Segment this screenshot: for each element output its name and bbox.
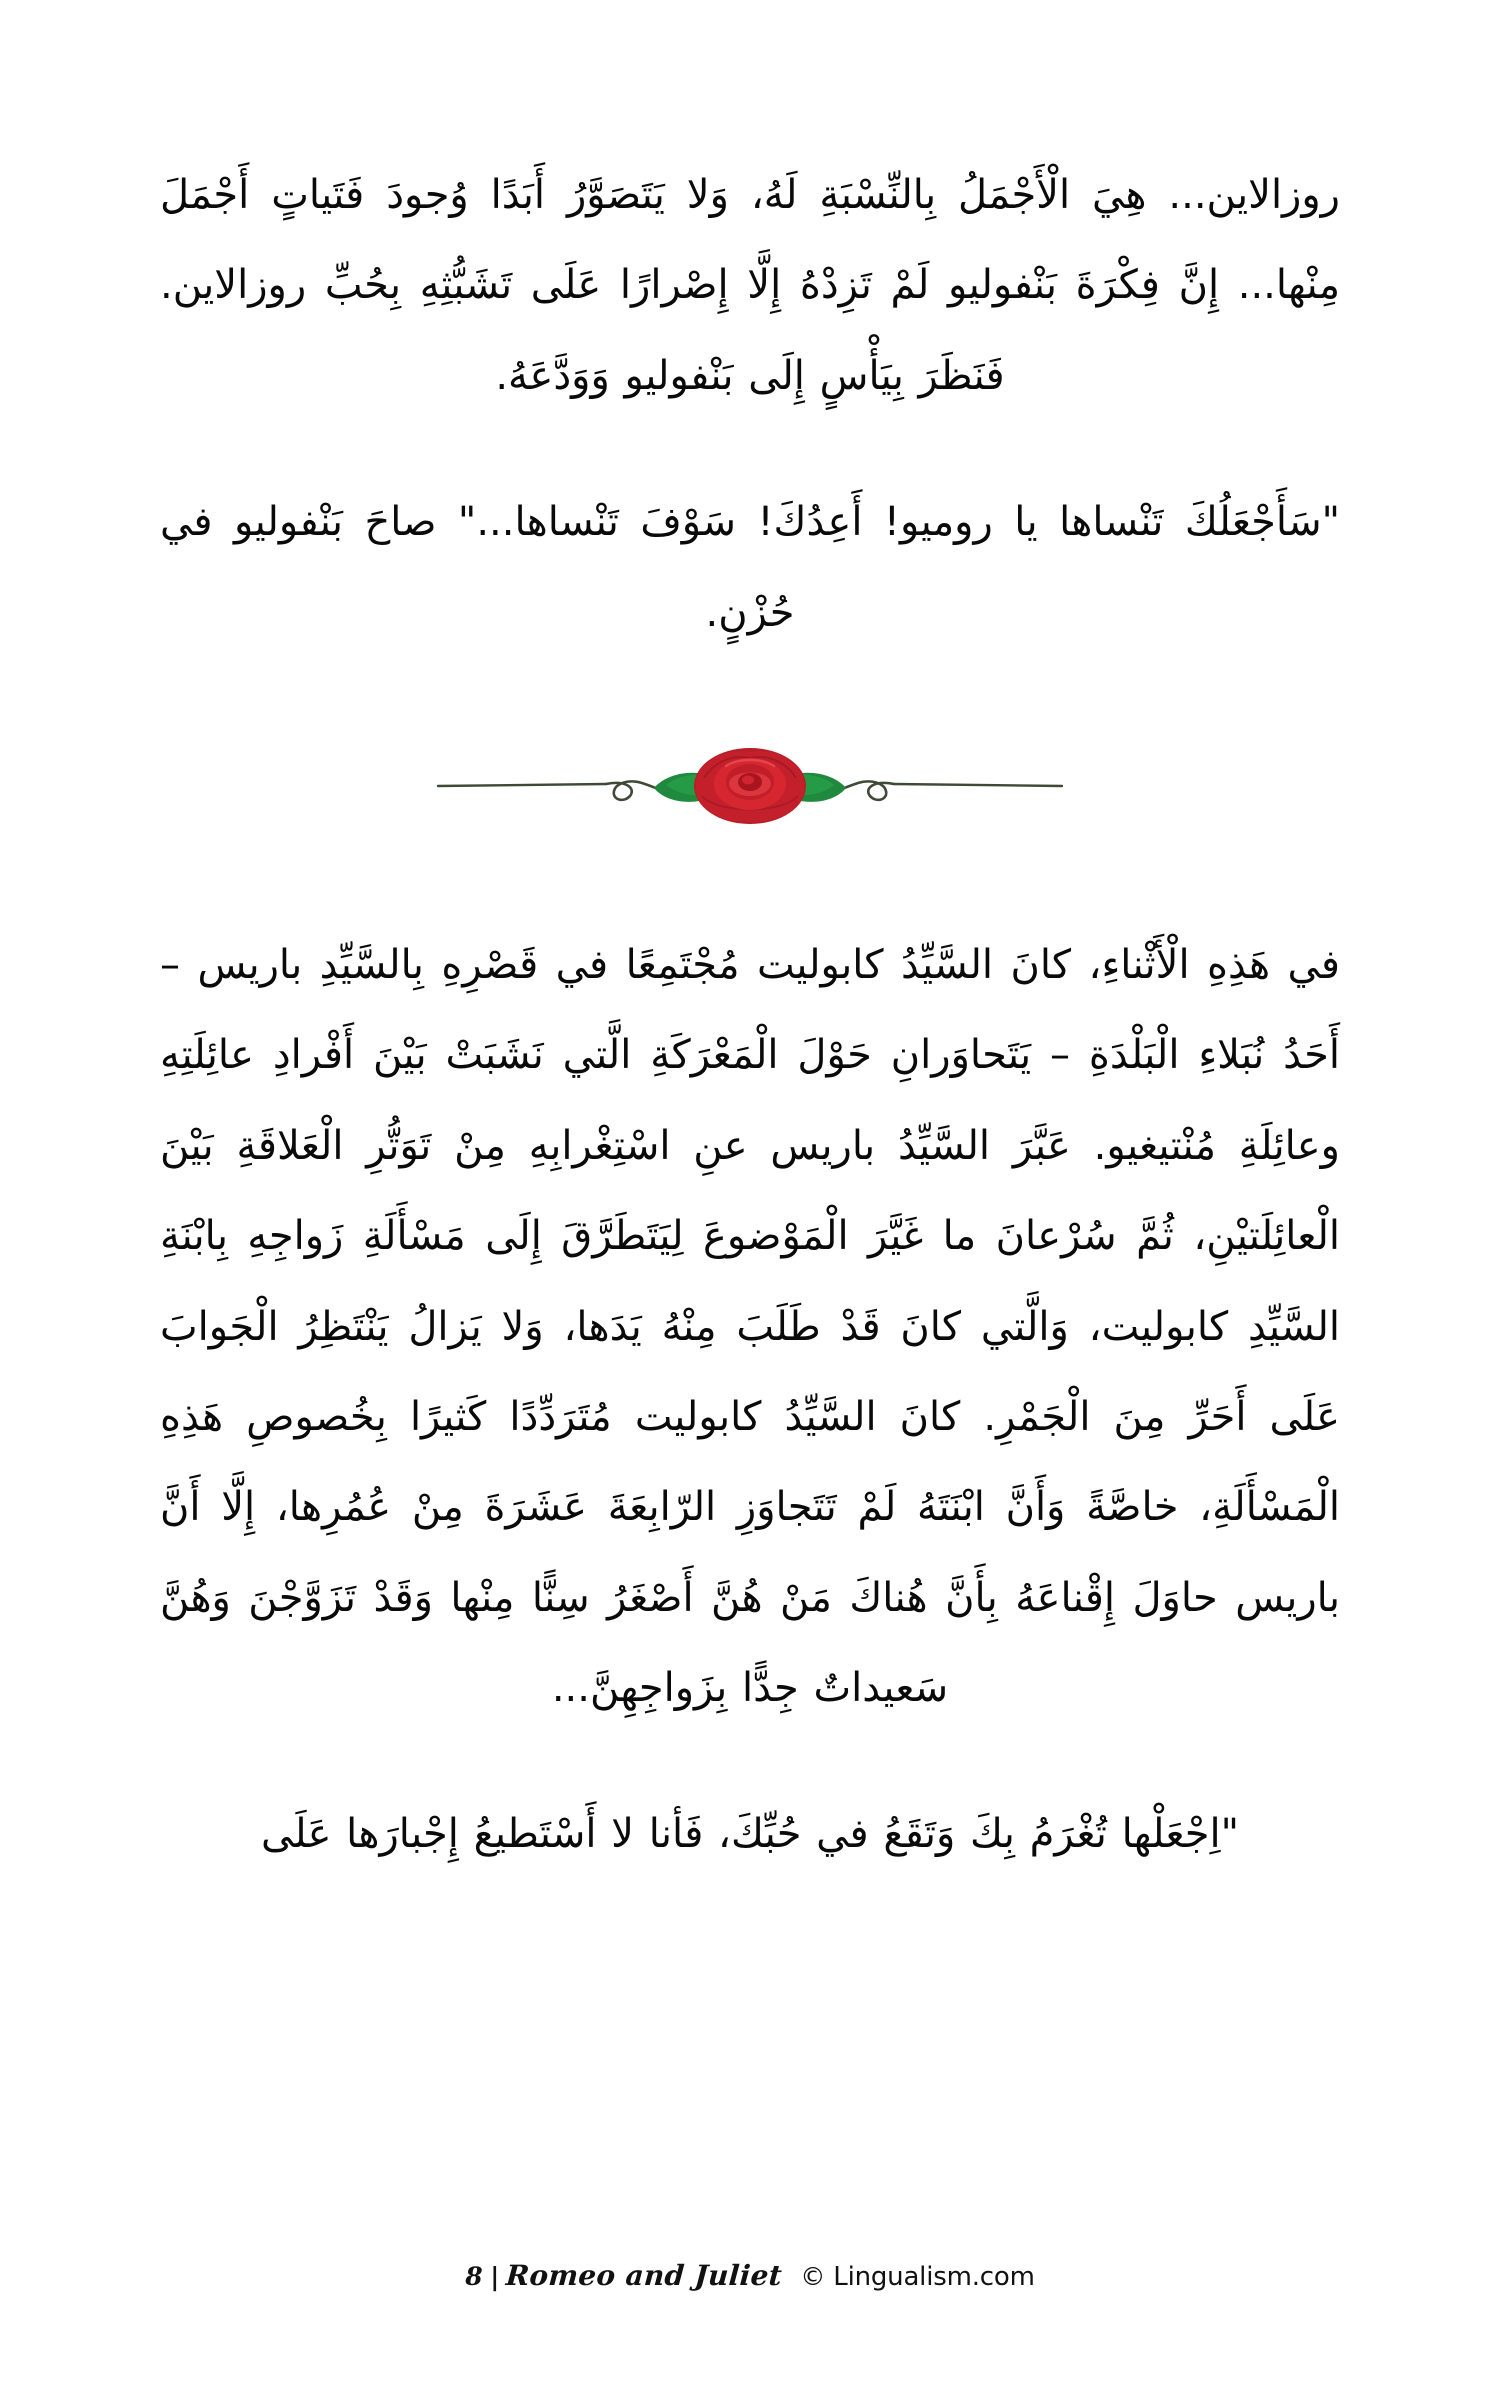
copyright-icon: © [800,2262,826,2291]
footer-credit [800,2262,1034,2292]
paragraph-dialogue-benvolio: "سَأَجْعَلُكَ تَنْساها يا روميو! أَعِدُكَ! سَوْفَ تَنْساها..." صاحَ بَنْفوليو في حُزْنٍ. [160,499,1340,636]
paragraph-spacer-2 [160,1733,1340,1789]
paragraph-spacer [160,421,1340,477]
rose-divider [160,744,1340,824]
footer-separator: | [490,2262,500,2291]
footer-page-number: 8 [465,2262,484,2291]
page-footer [0,2259,1500,2292]
paragraph-narrative-rosaline: روزالاين... هِيَ الْأَجْمَلُ بِالنِّسْبَةِ لَهُ، وَلا يَتَصَوَّرُ أَبَدًا وُجودَ فَتَياتٍ أَجْمَلَ مِنْها... إِنَّ فِكْرَةَ بَنْفوليو لَمْ تَزِدْهُ إِلَّا إِصْرارًا عَلَى تَشَبُّثِهِ بِحُبِّ روزالاين. فَنَظَرَ بِيَأْسٍ إِلَى بَنْفوليو وَوَدَّعَهُ. [160,172,1340,399]
footer-book-title: Romeo and Juliet [505,2259,784,2292]
page-content [160,150,1340,2180]
footer-publisher: Lingualism.com [833,2262,1035,2292]
paragraph-narrative-capulet-paris: في هَذِهِ الْأَثْناءِ، كانَ السَّيِّدُ كابوليت مُجْتَمِعًا في قَصْرِهِ بِالسَّيِّدِ باريس – أَحَدُ نُبَلاءِ الْبَلْدَةِ – يَتَحاوَرانِ حَوْلَ الْمَعْرَكَةِ الَّتي نَشَبَتْ بَيْنَ أَفْرادِ عائِلَتِهِ وعائِلَةِ مُنْتيغيو. عَبَّرَ السَّيِّدُ باريس عنِ اسْتِغْرابِهِ مِنْ تَوَتُّرِ الْعَلاقَةِ بَيْنَ الْعائِلَتيْنِ، ثُمَّ سُرْعانَ ما غَيَّرَ الْمَوْضوعَ لِيَتَطَرَّقَ إِلَى مَسْأَلَةِ زَواجِهِ بِابْنَةِ السَّيِّدِ كابوليت، وَالَّتي كانَ قَدْ طَلَبَ مِنْهُ يَدَها، وَلا يَزالُ يَنْتَظِرُ الْجَوابَ عَلَى أَحَرِّ مِنَ الْجَمْرِ. كانَ السَّيِّدُ كابوليت مُتَرَدِّدًا كَثيرًا بِخُصوصِ هَذِهِ الْمَسْأَلَةِ، خاصَّةً وَأَنَّ ابْنَتَهُ لَمْ تَتَجاوَزِ الرّابِعَةَ عَشَرَةَ مِنْ عُمُرِها، إِلَّا أَنَّ باريس حاوَلَ إِقْناعَهُ بِأَنَّ هُناكَ مَنْ هُنَّ أَصْغَرُ سِنًّا مِنْها وَقَدْ تَزَوَّجْنَ وَهُنَّ سَعيداتٌ جِدًّا بِزَواجِهِنَّ... [160,941,1340,1712]
rose-divider-icon [430,744,1070,824]
paragraph-dialogue-capulet: "اِجْعَلْها تُغْرَمُ بِكَ وَتَقَعُ في حُبِّكَ، فَأنا لا أَسْتَطيعُ إِجْبارَها عَلَى [261,1811,1239,1858]
